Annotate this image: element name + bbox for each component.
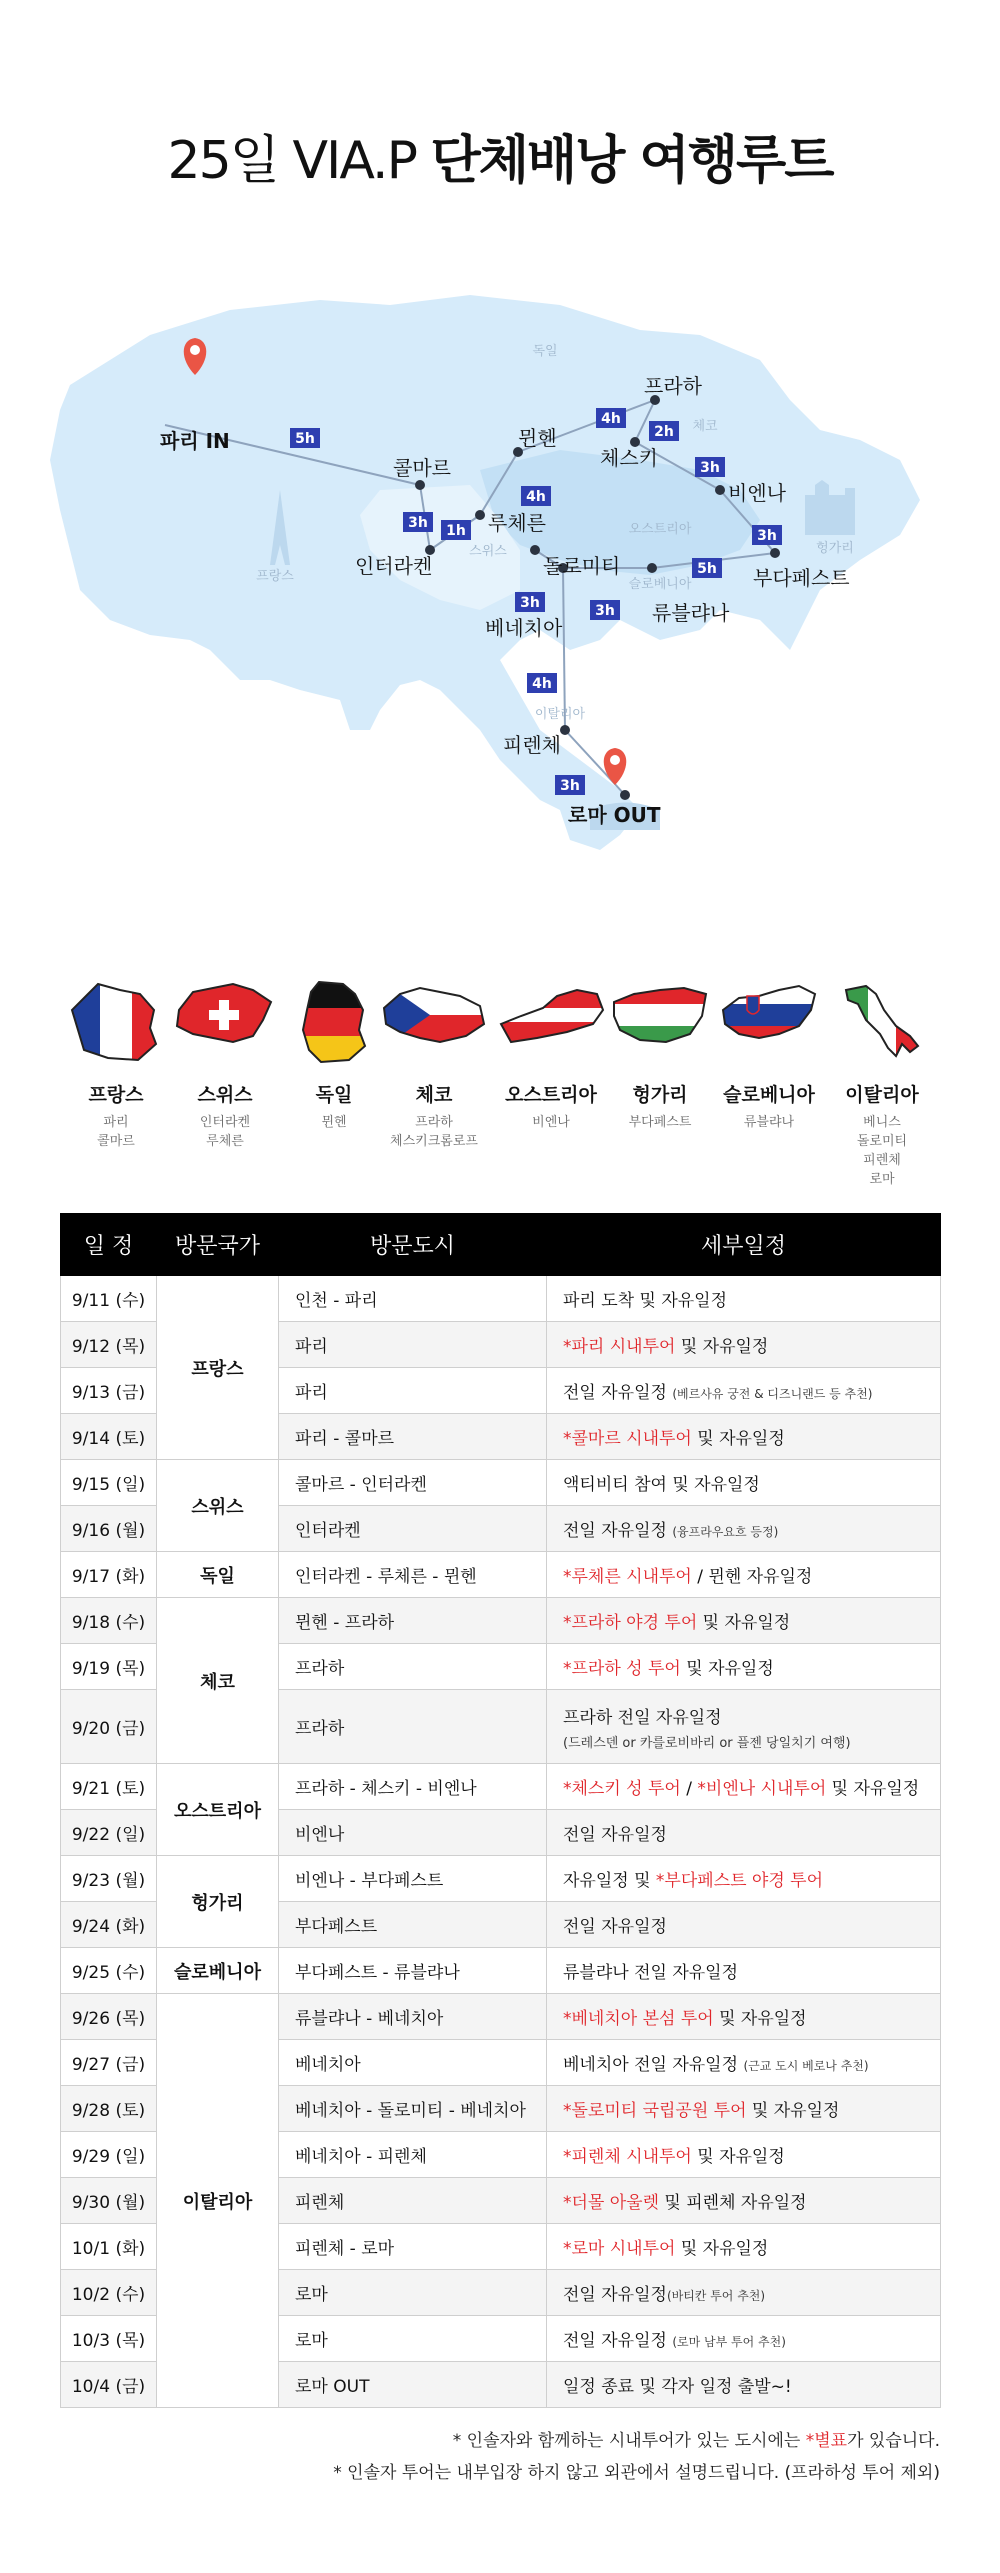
table-row — [61, 1552, 941, 1598]
row-date: 10/1 (화) — [61, 2224, 157, 2270]
svg-text:3h: 3h — [757, 528, 777, 544]
row-detail: *루체른 시내투어 / 뮌헨 자유일정 — [547, 1552, 941, 1598]
flag-country-name: 오스트리아 — [505, 1084, 597, 1106]
row-detail: *돌로미티 국립공원 투어 및 자유일정 — [547, 2086, 941, 2132]
row-date: 9/23 (월) — [61, 1856, 157, 1902]
city-label-munich: 뮌헨 — [518, 426, 557, 450]
row-country: 독일 — [157, 1552, 279, 1598]
row-date: 9/14 (토) — [61, 1414, 157, 1460]
map-label-germany: 독일 — [532, 344, 558, 359]
row-date: 9/16 (월) — [61, 1506, 157, 1552]
city-label-paris: 파리 IN — [160, 429, 230, 453]
svg-text:3h: 3h — [595, 603, 615, 619]
title-prefix: 25일 VIA.P — [167, 131, 431, 191]
row-date: 9/24 (화) — [61, 1902, 157, 1948]
header-detail: 세부일정 — [547, 1214, 941, 1276]
row-country: 오스트리아 — [157, 1764, 279, 1856]
row-city: 부다페스트 - 류블랴나 — [279, 1948, 547, 1994]
duration-badge — [441, 520, 471, 540]
row-detail: 전일 자유일정 — [547, 1902, 941, 1948]
row-city: 피렌체 - 로마 — [279, 2224, 547, 2270]
city-dot-florence — [560, 725, 570, 735]
city-label-rome: 로마 OUT — [568, 803, 661, 827]
row-date: 9/22 (일) — [61, 1810, 157, 1856]
flag-city-list: 파리 콜마르 — [97, 1115, 135, 1149]
row-city: 콜마르 - 인터라켄 — [279, 1460, 547, 1506]
flag-city-list: 부다페스트 — [628, 1115, 692, 1130]
row-detail: 전일 자유일정 — [547, 1810, 941, 1856]
austria-flag-icon — [497, 980, 605, 1050]
svg-text:3h: 3h — [560, 778, 580, 794]
header-date: 일 정 — [61, 1214, 157, 1276]
switzerland-flag-icon — [173, 980, 277, 1050]
row-city: 인터라켄 — [279, 1506, 547, 1552]
row-city: 비엔나 — [279, 1810, 547, 1856]
duration-badge — [649, 421, 679, 441]
city-label-lucerne: 루체른 — [488, 511, 546, 535]
map-label-italy: 이탈리아 — [534, 707, 586, 722]
city-label-cesky: 체스키 — [600, 446, 658, 470]
table-row — [61, 1598, 941, 1644]
row-detail: *프라하 야경 투어 및 자유일정 — [547, 1598, 941, 1644]
row-detail: 전일 자유일정 (로마 남부 투어 추천) — [547, 2316, 941, 2362]
row-detail: 류블랴나 전일 자유일정 — [547, 1948, 941, 1994]
map-label-hungary: 헝가리 — [816, 541, 854, 556]
duration-badge — [555, 775, 585, 795]
city-label-budapest: 부다페스트 — [753, 566, 850, 590]
row-date: 9/26 (목) — [61, 1994, 157, 2040]
svg-text:4h: 4h — [601, 411, 621, 427]
flag-country-name: 이탈리아 — [845, 1084, 919, 1106]
row-date: 9/20 (금) — [61, 1690, 157, 1764]
row-city: 프라하 - 체스키 - 비엔나 — [279, 1764, 547, 1810]
czech-flag-icon — [380, 980, 488, 1050]
header-country: 방문국가 — [157, 1214, 279, 1276]
row-city: 파리 — [279, 1322, 547, 1368]
row-date: 9/15 (일) — [61, 1460, 157, 1506]
row-country: 스위스 — [157, 1460, 279, 1552]
flag-item-italy — [828, 980, 936, 1189]
city-label-dolomiti: 돌로미티 — [543, 554, 621, 578]
duration-badge — [527, 673, 557, 693]
svg-text:2h: 2h — [654, 424, 674, 440]
country-flags — [62, 980, 938, 1200]
row-date: 9/27 (금) — [61, 2040, 157, 2086]
row-city: 피렌체 — [279, 2178, 547, 2224]
map-label-switzerland: 스위스 — [469, 544, 507, 559]
table-row — [61, 1948, 941, 1994]
pin-rome-icon — [604, 748, 627, 785]
row-date: 10/4 (금) — [61, 2362, 157, 2408]
flag-item-slovenia — [715, 980, 823, 1132]
table-row — [61, 1856, 941, 1902]
row-date: 9/11 (수) — [61, 1276, 157, 1322]
svg-text:3h: 3h — [408, 515, 428, 531]
row-detail: *파리 시내투어 및 자유일정 — [547, 1322, 941, 1368]
row-detail: 프라하 전일 자유일정 (드레스덴 or 카를로비바리 or 플젠 당일치기 여행) — [547, 1690, 941, 1764]
hungary-flag-icon — [610, 980, 710, 1050]
svg-text:4h: 4h — [532, 676, 552, 692]
row-detail: 전일 자유일정(바티칸 투어 추천) — [547, 2270, 941, 2316]
flag-item-germany — [280, 980, 388, 1132]
flag-country-name: 독일 — [315, 1084, 353, 1106]
row-city: 로마 — [279, 2270, 547, 2316]
city-dot-lucerne — [475, 510, 485, 520]
flag-item-czech — [380, 980, 488, 1151]
row-detail: *피렌체 시내투어 및 자유일정 — [547, 2132, 941, 2178]
city-dot-dolomiti — [530, 545, 540, 555]
flag-city-list: 프라하 체스키크롬로프 — [390, 1115, 478, 1149]
row-country: 이탈리아 — [157, 1994, 279, 2408]
city-dot-budapest — [770, 548, 780, 558]
duration-badge — [596, 408, 626, 428]
map-label-austria: 오스트리아 — [628, 522, 692, 537]
row-city: 인터라켄 - 루체른 - 뮌헨 — [279, 1552, 547, 1598]
row-city: 뮌헨 - 프라하 — [279, 1598, 547, 1644]
row-date: 9/28 (토) — [61, 2086, 157, 2132]
row-date: 10/3 (목) — [61, 2316, 157, 2362]
flag-country-name: 헝가리 — [632, 1084, 688, 1106]
city-label-colmar: 콜마르 — [393, 456, 451, 480]
row-date: 9/17 (화) — [61, 1552, 157, 1598]
duration-badge — [290, 428, 320, 448]
row-city: 로마 — [279, 2316, 547, 2362]
row-date: 9/13 (금) — [61, 1368, 157, 1414]
row-date: 9/18 (수) — [61, 1598, 157, 1644]
row-detail: *프라하 성 투어 및 자유일정 — [547, 1644, 941, 1690]
row-city: 베네치아 - 피렌체 — [279, 2132, 547, 2178]
flag-country-name: 체코 — [415, 1084, 453, 1106]
duration-badge — [692, 558, 722, 578]
flag-item-hungary — [606, 980, 714, 1132]
table-header-row — [61, 1214, 941, 1276]
city-dot-vienna — [715, 485, 725, 495]
svg-text:3h: 3h — [520, 595, 540, 611]
flag-city-list: 인터라켄 루체른 — [199, 1115, 251, 1149]
table-row — [61, 1994, 941, 2040]
row-city: 파리 — [279, 1368, 547, 1414]
row-city: 로마 OUT — [279, 2362, 547, 2408]
city-dot-rome — [620, 790, 630, 800]
page-title — [0, 118, 1000, 193]
table-row — [61, 1276, 941, 1322]
svg-text:5h: 5h — [697, 561, 717, 577]
row-city: 류블랴나 - 베네치아 — [279, 1994, 547, 2040]
city-label-ljubljana: 류블랴나 — [652, 601, 730, 625]
italy-flag-icon — [840, 980, 924, 1064]
row-country: 체코 — [157, 1598, 279, 1764]
row-detail: 전일 자유일정 (융프라우요흐 등정) — [547, 1506, 941, 1552]
duration-badge — [521, 486, 551, 506]
map-label-slovenia: 슬로베니아 — [628, 577, 692, 592]
svg-text:1h: 1h — [446, 523, 466, 539]
title-main: 단체배낭 여행루트 — [430, 131, 833, 191]
row-detail: 파리 도착 및 자유일정 — [547, 1276, 941, 1322]
header-city: 방문도시 — [279, 1214, 547, 1276]
city-label-venice: 베네치아 — [485, 616, 563, 640]
row-detail: 전일 자유일정 (베르사유 궁전 & 디즈니랜드 등 추천) — [547, 1368, 941, 1414]
map-label-france: 프랑스 — [256, 569, 294, 584]
row-country: 헝가리 — [157, 1856, 279, 1948]
flag-country-name: 스위스 — [197, 1084, 253, 1106]
city-label-vienna: 비엔나 — [728, 481, 786, 505]
row-detail: *체스키 성 투어 / *비엔나 시내투어 및 자유일정 — [547, 1764, 941, 1810]
row-date: 9/12 (목) — [61, 1322, 157, 1368]
footnote-1: * 인솔자와 함께하는 시내투어가 있는 도시에는 *별표가 있습니다. — [452, 2431, 940, 2451]
row-date: 10/2 (수) — [61, 2270, 157, 2316]
table-row — [61, 1764, 941, 1810]
row-detail: 액티비티 참여 및 자유일정 — [547, 1460, 941, 1506]
row-detail: 자유일정 및 *부다페스트 야경 투어 — [547, 1856, 941, 1902]
row-country: 프랑스 — [157, 1276, 279, 1460]
route-map — [0, 290, 1000, 970]
row-city: 프라하 — [279, 1690, 547, 1764]
row-detail: 베네치아 전일 자유일정 (근교 도시 베로나 추천) — [547, 2040, 941, 2086]
row-date: 9/19 (목) — [61, 1644, 157, 1690]
map-label-czech: 체코 — [692, 419, 718, 434]
france-flag-icon — [68, 980, 164, 1064]
row-detail: *콜마르 시내투어 및 자유일정 — [547, 1414, 941, 1460]
row-detail: *베네치아 본섬 투어 및 자유일정 — [547, 1994, 941, 2040]
row-detail: 일정 종료 및 각자 일정 출발~! — [547, 2362, 941, 2408]
row-date: 9/25 (수) — [61, 1948, 157, 1994]
footnotes — [60, 2425, 940, 2489]
svg-text:5h: 5h — [295, 431, 315, 447]
row-date: 9/21 (토) — [61, 1764, 157, 1810]
duration-badge — [590, 600, 620, 620]
route-map-svg — [0, 290, 1000, 970]
row-city: 파리 - 콜마르 — [279, 1414, 547, 1460]
flag-country-name: 슬로베니아 — [723, 1084, 815, 1106]
row-city: 프라하 — [279, 1644, 547, 1690]
row-city: 베네치아 - 돌로미티 - 베네치아 — [279, 2086, 547, 2132]
row-country: 슬로베니아 — [157, 1948, 279, 1994]
row-date: 9/30 (월) — [61, 2178, 157, 2224]
flag-city-list: 류블랴나 — [743, 1115, 795, 1130]
svg-text:3h: 3h — [700, 460, 720, 476]
flag-city-list: 비엔나 — [532, 1115, 570, 1130]
duration-badge — [403, 512, 433, 532]
flag-city-list: 뮌헨 — [321, 1115, 347, 1130]
city-label-interlaken: 인터라켄 — [355, 554, 433, 578]
duration-badge — [515, 592, 545, 612]
table-row — [61, 1460, 941, 1506]
row-detail: *더몰 아울렛 및 피렌체 자유일정 — [547, 2178, 941, 2224]
city-label-prague: 프라하 — [644, 374, 702, 398]
flag-item-france — [62, 980, 170, 1151]
footnote-2: * 인솔자 투어는 내부입장 하지 않고 외관에서 설명드립니다. (프라하성 투어 제외) — [333, 2463, 940, 2483]
germany-flag-icon — [299, 980, 369, 1064]
flag-country-name: 프랑스 — [88, 1084, 144, 1106]
duration-badge — [695, 457, 725, 477]
flag-item-austria — [497, 980, 605, 1132]
row-city: 부다페스트 — [279, 1902, 547, 1948]
flag-city-list: 베니스 돌로미티 피렌체 로마 — [856, 1115, 908, 1187]
flag-item-switzerland — [171, 980, 279, 1151]
row-city: 비엔나 - 부다페스트 — [279, 1856, 547, 1902]
city-dot-ljubljana — [647, 563, 657, 573]
row-city: 인천 - 파리 — [279, 1276, 547, 1322]
row-date: 9/29 (일) — [61, 2132, 157, 2178]
row-city: 베네치아 — [279, 2040, 547, 2086]
duration-badge — [752, 525, 782, 545]
slovenia-flag-icon — [719, 980, 819, 1050]
svg-text:4h: 4h — [526, 489, 546, 505]
city-label-florence: 피렌체 — [503, 733, 561, 757]
city-dot-colmar — [415, 480, 425, 490]
row-detail: *로마 시내투어 및 자유일정 — [547, 2224, 941, 2270]
schedule-table — [60, 1213, 941, 2408]
